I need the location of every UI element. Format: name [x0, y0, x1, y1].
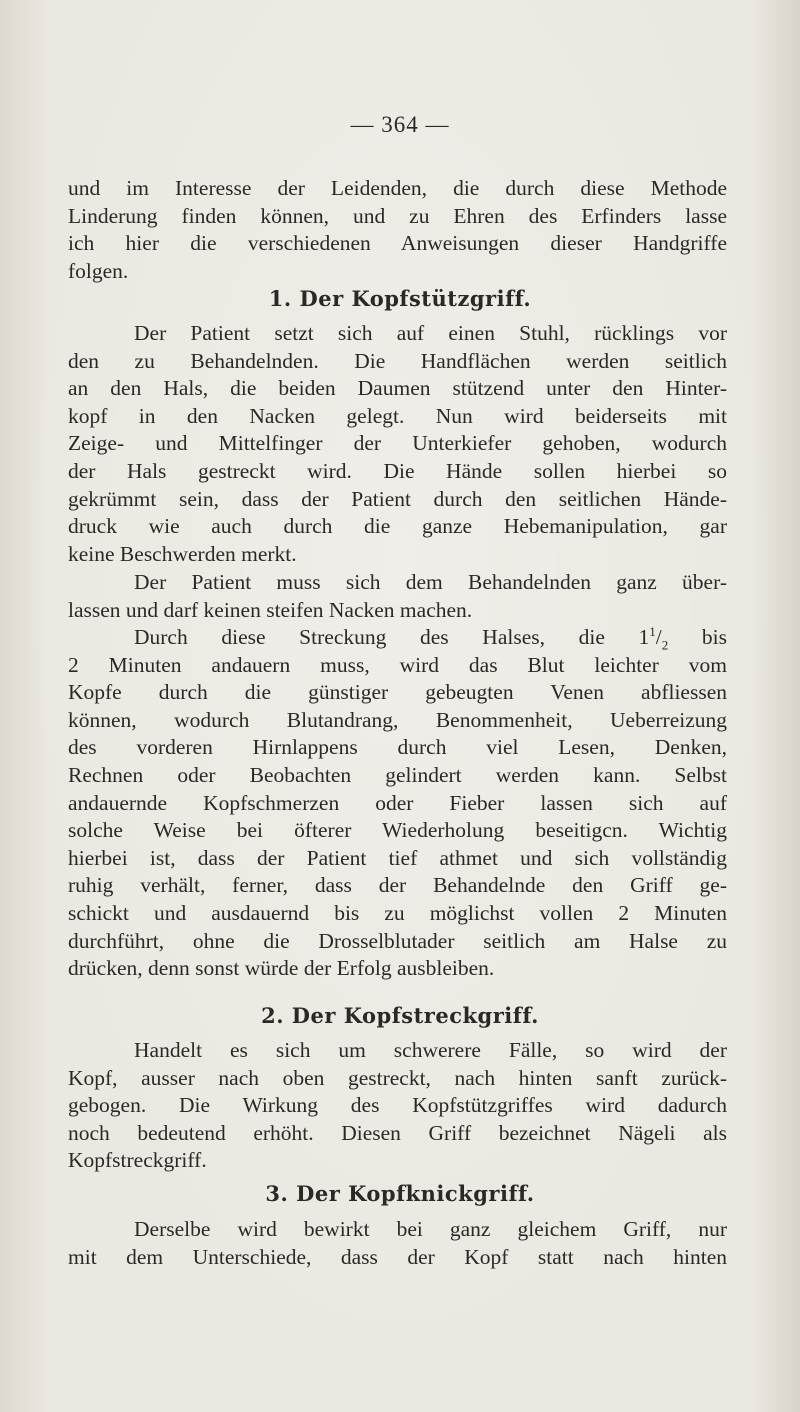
text-line: Der Patient muss sich dem Behandelnden ganz über- — [134, 570, 727, 594]
section-1-heading: 1. Der Kopfstützgriff. — [268, 286, 532, 311]
text-line: noch bedeutend erhöht. Diesen Griff bezeichnet Nägeli als — [68, 1120, 727, 1145]
section-1-paragraph-3 — [68, 624, 727, 983]
text-line: 2 Minuten andauern muss, wird das Blut leichter vom — [68, 652, 727, 677]
section-3-paragraph-1 — [68, 1216, 727, 1271]
text-line: andauernde Kopfschmerzen oder Fieber lassen sich auf — [68, 790, 727, 815]
text-line: Handelt es sich um schwerere Fälle, so wird der — [134, 1038, 727, 1062]
page-number: — 364 — — [350, 112, 450, 137]
section-3-heading: 3. Der Kopfknickgriff. — [265, 1181, 535, 1206]
text-line: der Hals gestreckt wird. Die Hände sollen hierbei so — [68, 458, 727, 483]
text-line: und im Interesse der Leidenden, die durch diese Methode — [68, 176, 727, 200]
text-line: an den Hals, die beiden Daumen stützend unter den Hinter- — [68, 376, 727, 401]
text-line: druck wie auch durch die ganze Hebemanipulation, gar — [68, 514, 727, 539]
text-line: drücken, denn sonst würde der Erfolg ausbleiben. — [68, 956, 495, 981]
text-line: durchführt, ohne die Drosselblutader seitlich am Halse zu — [68, 928, 727, 953]
text-line: können, wodurch Blutandrang, Benommenheit, Ueberreizung — [68, 707, 727, 732]
text-line: gekrümmt sein, dass der Patient durch den seitlichen Hände- — [68, 486, 727, 511]
text-line: Kopfstreckgriff. — [68, 1148, 207, 1173]
text-line: Kopf, ausser nach oben gestreckt, nach hinten sanft zurück- — [68, 1065, 727, 1090]
section-1-paragraph-1 — [68, 320, 727, 568]
text-line: keine Beschwerden merkt. — [68, 541, 297, 566]
text-line: gebogen. Die Wirkung des Kopfstützgriffes wird dadurch — [68, 1093, 727, 1118]
text-line: folgen. — [68, 258, 129, 283]
fraction-slash: / — [655, 625, 662, 649]
text-line: kopf in den Nacken gelegt. Nun wird beiderseits mit — [68, 403, 727, 428]
text-line: ruhig verhält, ferner, dass der Behandelnde den Griff ge- — [68, 873, 727, 898]
text-line: den zu Behandelnden. Die Handflächen werden seitlich — [68, 348, 727, 373]
fraction-denominator: 2 — [661, 637, 669, 653]
text-line: schickt und ausdauernd bis zu möglichst vollen 2 Minuten — [68, 900, 727, 925]
text-line: solche Weise bei öfterer Wiederholung beseitigcn. Wichtig — [68, 818, 727, 843]
text-line: Derselbe wird bewirkt bei ganz gleichem Griff, nur — [134, 1217, 727, 1241]
text-line: Kopfe durch die günstiger gebeugten Venen abfliessen — [68, 680, 727, 705]
section-2-paragraph-1 — [68, 1037, 727, 1175]
text-line: hierbei ist, dass der Patient tief athmet und sich vollständig — [68, 845, 727, 870]
text-line: ich hier die verschiedenen Anweisungen dieser Handgriffe — [68, 231, 727, 256]
text-line: des vorderen Hirnlappens durch viel Lesen, Denken, — [68, 735, 727, 760]
fraction-numerator: 1 — [649, 623, 656, 639]
text-line: lassen und darf keinen steifen Nacken machen. — [68, 597, 473, 622]
section-1-paragraph-2 — [68, 569, 727, 624]
text-line: Linderung finden können, und zu Ehren des Erfinders lasse — [68, 203, 727, 228]
fraction-trail-text: bis — [668, 625, 727, 649]
fraction-lead-text: Durch diese Streckung des Halses, die 1 — [134, 625, 650, 649]
section-2-heading: 2. Der Kopfstreckgriff. — [261, 1003, 539, 1028]
intro-paragraph — [68, 175, 727, 285]
text-line — [68, 624, 727, 652]
text-line: Der Patient setzt sich auf einen Stuhl, rücklings vor — [134, 321, 727, 345]
text-line: Rechnen oder Beobachten gelindert werden kann. Selbst — [68, 762, 727, 787]
text-line: Zeige- und Mittelfinger der Unterkiefer gehoben, wodurch — [68, 431, 727, 456]
text-line: mit dem Unterschiede, dass der Kopf statt nach hinten — [68, 1244, 727, 1269]
